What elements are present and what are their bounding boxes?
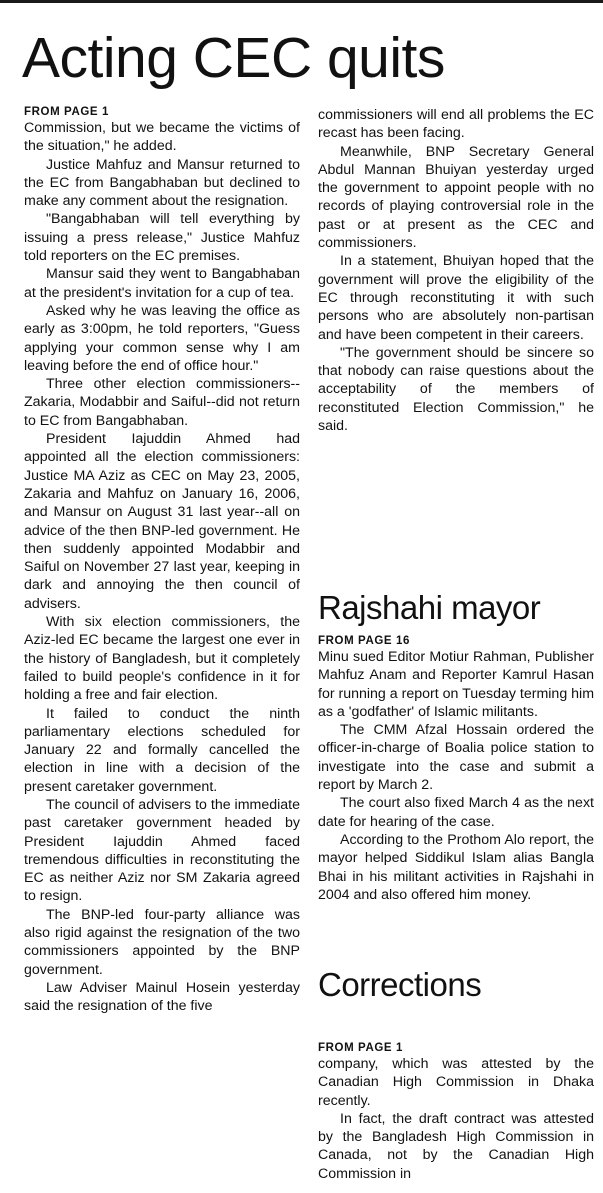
from-page-label: FROM PAGE 1 [318,1042,403,1054]
article-paragraph: The BNP-led four-party alliance was also rigid against the resignation of the two commissioners appointed by the BNP government. [24,906,300,978]
from-page-label: FROM PAGE 1 [24,106,109,118]
article-paragraph: Law Adviser Mainul Hosein yesterday said the resignation of the five [24,979,300,1015]
acting-cec-left-column [24,105,300,1193]
article-paragraph: With six election commissioners, the Aziz-led EC became the largest one ever in the history of Bangladesh, but it completely failed to build people's confidence in it for holding a free and fair election. [24,614,300,704]
top-rule [0,0,603,3]
article-paragraph: company, which was attested by the Canadian High Commission in Dhaka recently. [318,1056,594,1109]
headline-acting-cec-quits: Acting CEC quits [22,26,445,90]
article-paragraph: Asked why he was leaving the office as early as 3:00pm, he told reporters, "Guess applying your common sense why I am leaving before the end of office hour." [24,302,300,374]
article-paragraph: President Iajuddin Ahmed had appointed all the election commissioners: Justice MA Aziz as CEC on May 23, 2005, Zakaria and Mahfuz on January 16, 2006, and Mansur on August 31 last year--all on advice of the then BNP-led government. He then suddenly appointed Modabbir and Saiful on November 27 last year, keeping in dark and annoying the then council of advisers. [24,431,300,612]
rajshahi-mayor-column [318,634,594,954]
article-paragraph: The council of advisers to the immediate past caretaker government headed by President Iajuddin Ahmed faced tremendous difficulties in reconstituting the EC as neither Aziz nor SM Zakaria agreed to resign. [24,796,300,905]
article-paragraph: Three other election commissioners--Zakaria, Modabbir and Saiful--did not return to EC from Bangabhaban. [24,376,300,429]
headline-rajshahi-mayor: Rajshahi mayor [318,589,541,626]
corrections-column [318,1041,594,1193]
acting-cec-right-column [318,106,594,496]
article-paragraph: "The government should be sincere so that nobody can raise questions about the acceptability of the members of reconstituted Election Commission," he said. [318,344,594,435]
headline-corrections: Corrections [318,966,482,1003]
article-paragraph: The CMM Afzal Hossain ordered the officer-in-charge of Boalia police station to investigate into the case and submit a report by March 2. [318,722,594,794]
article-paragraph: Minu sued Editor Motiur Rahman, Publisher Mahfuz Anam and Reporter Kamrul Hasan for running a report on Tuesday terming him as a 'godfather' of Islamic militants. [318,649,594,720]
article-paragraph: Mansur said they went to Bangabhaban at the president's invitation for a cup of tea. [24,266,300,301]
article-paragraph: Commission, but we became the victims of the situation," he added. [24,120,300,155]
from-page-label: FROM PAGE 16 [318,635,410,647]
article-paragraph: "Bangabhaban will tell everything by issuing a press release," Justice Mahfuz told reporters on the EC premises. [24,211,300,265]
article-paragraph: In fact, the draft contract was attested by the Bangladesh High Commission in Canada, not by the Canadian High Commission in [318,1110,594,1182]
article-paragraph: Meanwhile, BNP Secretary General Abdul Mannan Bhuiyan yesterday urged the government to appoint people with no records of playing controversial role in the past or at present as the CEC and commissioners. [318,143,594,252]
article-paragraph: In a statement, Bhuiyan hoped that the government will prove the eligibility of the EC through reconstituting it with such persons who are absolutely non-partisan and have been competent in their careers. [318,253,594,343]
article-paragraph: commissioners will end all problems the EC recast has been facing. [318,107,594,142]
article-paragraph: Justice Mahfuz and Mansur returned to the EC from Bangabhaban but declined to make any comment about the resignation. [24,156,300,210]
article-paragraph: It failed to conduct the ninth parliamentary elections scheduled for January 22 and formally cancelled the election in line with a decision of the present caretaker government. [24,705,300,795]
article-paragraph: According to the Prothom Alo report, the mayor helped Siddikul Islam alias Bangla Bhai in his militant activities in Rajshahi in 2004 and also offered him money. [318,831,594,903]
article-paragraph: The court also fixed March 4 as the next date for hearing of the case. [318,795,594,830]
